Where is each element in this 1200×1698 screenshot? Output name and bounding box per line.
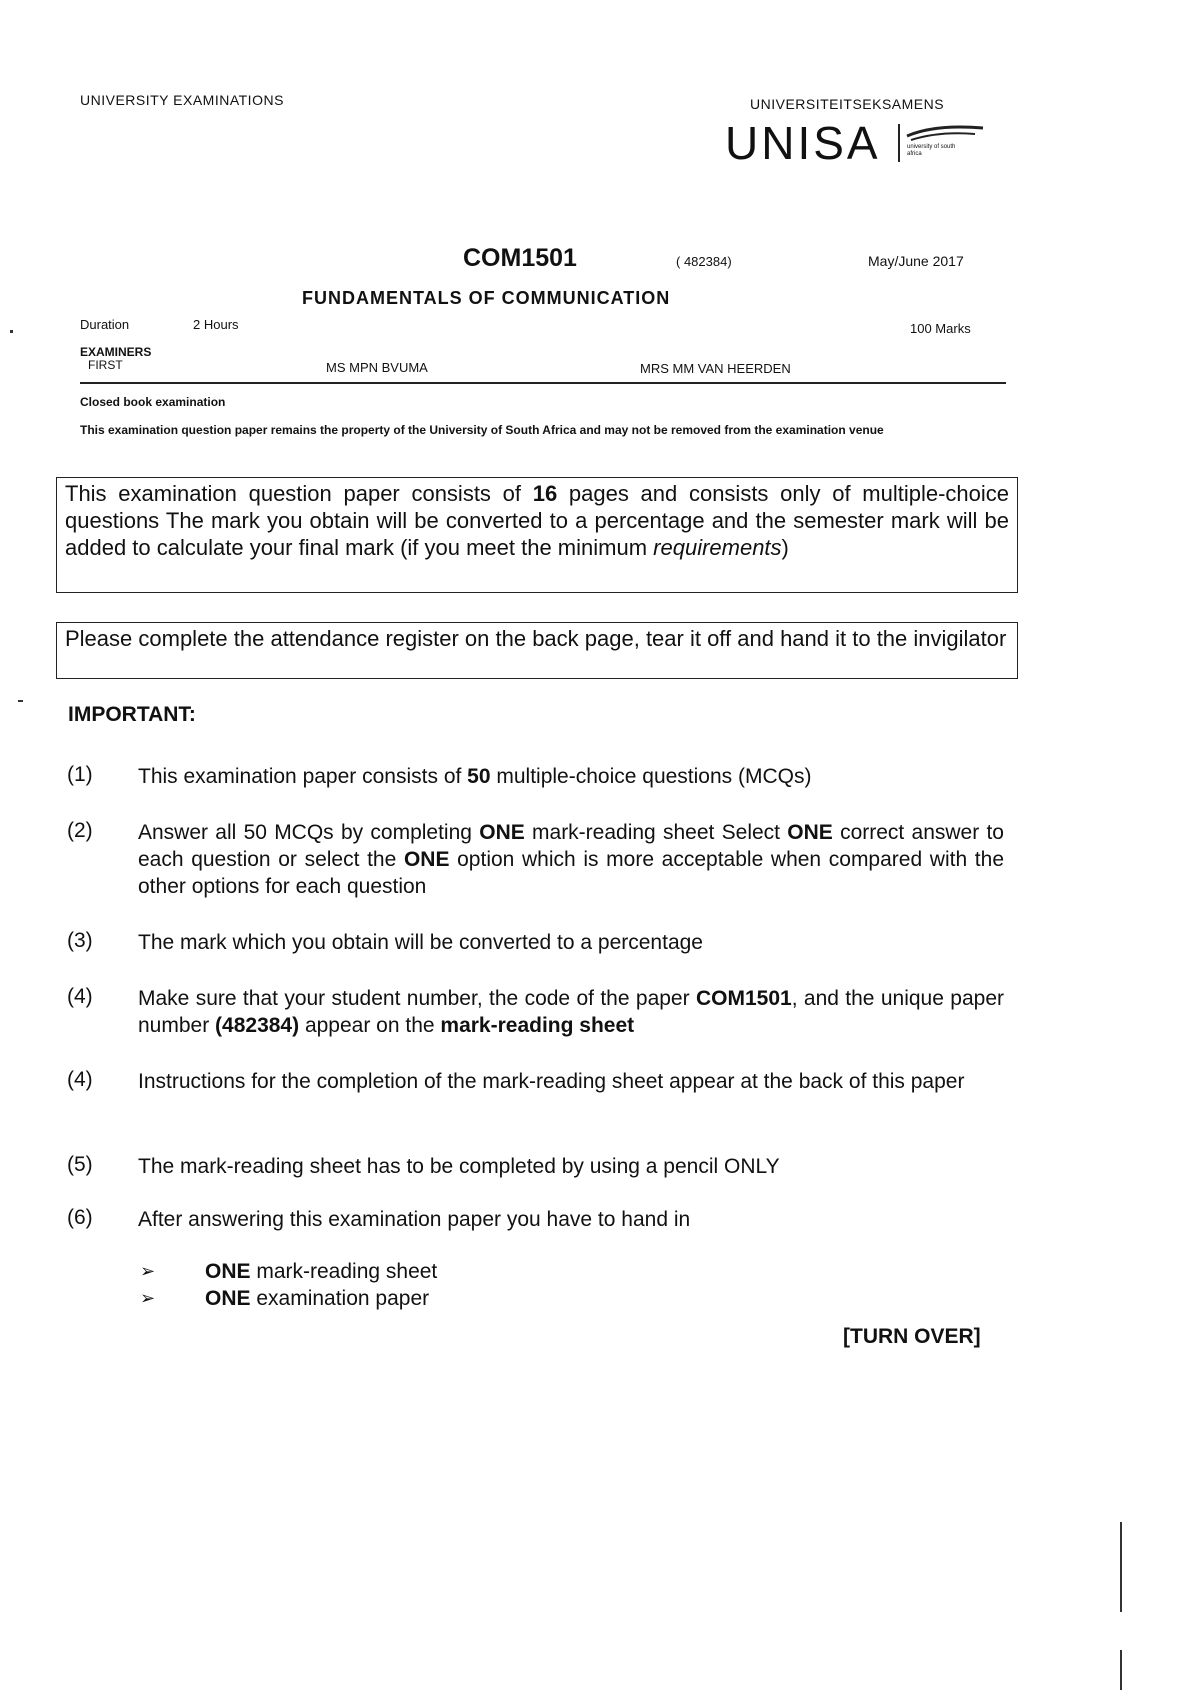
- item-2-b: ONE: [479, 821, 525, 844]
- paper-number: ( 482384): [676, 254, 732, 269]
- item-1: [138, 763, 1004, 790]
- item-2-a: Answer all 50 MCQs by completing: [138, 821, 480, 844]
- logo-divider: [898, 124, 900, 162]
- total-marks: 100 Marks: [910, 321, 971, 336]
- item-4: [138, 985, 1004, 1039]
- item-4-d: (482384): [215, 1014, 300, 1037]
- box1-text-b: pages and consists only of multiple-choice questions The mark you obtain will be converted to a percentage and the semester mark will be added to calculate your final mark (if you meet the minimum: [65, 481, 1009, 560]
- item-4b: Instructions for the completion of the mark-reading sheet appear at the back of this paper: [138, 1070, 965, 1093]
- duration-value: 2 Hours: [193, 317, 239, 332]
- box1-pages: 16: [532, 481, 558, 506]
- attendance-text: Please complete the attendance register on the back page, tear it off and hand it to the invigilator: [65, 626, 1007, 651]
- examiner-role: FIRST: [88, 358, 123, 372]
- course-code: COM1501: [463, 244, 577, 272]
- hand-in-item: [205, 1260, 437, 1284]
- hand-in-bold: ONE: [205, 1287, 251, 1310]
- item-5: The mark-reading sheet has to be completed by using a pencil ONLY: [138, 1155, 780, 1178]
- bullet-arrow-icon: ➢: [140, 1288, 156, 1308]
- item-1-b: 50: [467, 765, 491, 788]
- paper-title: FUNDAMENTALS OF COMMUNICATION: [302, 288, 671, 308]
- hand-in-text: mark-reading sheet: [250, 1260, 438, 1283]
- item-6: After answering this examination paper you have to hand in: [138, 1208, 691, 1231]
- examiner-first: MS MPN BVUMA: [326, 360, 428, 375]
- item-2-g: option which is more acceptable when compared with the other options for each question: [138, 848, 1004, 898]
- examiners-heading: EXAMINERS: [80, 345, 152, 359]
- box1-text-c: requirements: [653, 535, 782, 560]
- item-number-4b: (4): [67, 1068, 93, 1091]
- examiners-rule: [80, 382, 1006, 384]
- hand-in-item: [205, 1287, 429, 1311]
- property-note: This examination question paper remains the property of the University of South Africa and may not be removed from the examination venue: [80, 423, 884, 437]
- closed-book-note: Closed book examination: [80, 395, 226, 409]
- exam-session: May/June 2017: [868, 253, 964, 269]
- item-1-c: multiple-choice questions (MCQs): [490, 765, 812, 788]
- header-right: UNIVERSITEITSEKSAMENS: [750, 96, 945, 112]
- examiner-second: MRS MM VAN HEERDEN: [640, 361, 791, 376]
- item-number-4: (4): [67, 985, 93, 1008]
- logo-emblem-icon: [905, 122, 985, 142]
- scan-dot: [18, 700, 23, 702]
- item-4-f: mark-reading sheet: [440, 1014, 635, 1037]
- item-number-5: (5): [67, 1153, 93, 1176]
- item-4-b: COM1501: [695, 987, 792, 1010]
- important-heading: IMPORTANT:: [68, 703, 196, 726]
- scan-dot: [10, 330, 13, 333]
- turn-over: [TURN OVER]: [843, 1325, 981, 1348]
- item-number-6: (6): [67, 1206, 93, 1229]
- scan-line: [1120, 1650, 1122, 1690]
- unisa-logo: [725, 117, 995, 170]
- duration-label: Duration: [80, 317, 130, 332]
- item-2-c: mark-reading sheet Select: [524, 821, 788, 844]
- item-4-e: appear on the: [299, 1014, 441, 1037]
- item-2-e: correct answer to each question or select the: [138, 821, 1004, 871]
- item-4-c: , and the unique paper number: [138, 987, 1004, 1037]
- item-number-3: (3): [67, 929, 93, 952]
- paper-info-box: [56, 477, 1018, 593]
- box1-text-d: ): [781, 535, 789, 560]
- item-2: [138, 819, 1004, 900]
- hand-in-text: examination paper: [250, 1287, 430, 1310]
- item-number-1: (1): [67, 763, 93, 786]
- item-2-f: ONE: [403, 848, 450, 871]
- hand-in-bold: ONE: [205, 1260, 251, 1283]
- item-4-a: Make sure that your student number, the code of the paper: [138, 987, 696, 1010]
- header-left: UNIVERSITY EXAMINATIONS: [80, 92, 284, 108]
- item-1-a: This examination paper consists of: [138, 765, 468, 788]
- bullet-arrow-icon: ➢: [140, 1261, 156, 1281]
- scan-line: [1120, 1522, 1122, 1612]
- attendance-box: [56, 622, 1018, 679]
- item-2-d: ONE: [787, 821, 833, 844]
- logo-word: UNISA: [725, 117, 881, 169]
- item-number-2: (2): [67, 819, 93, 842]
- logo-tagline: university of south africa: [907, 144, 956, 157]
- item-3: The mark which you obtain will be converted to a percentage: [138, 931, 703, 954]
- box1-text-a: This examination question paper consists of: [65, 481, 533, 506]
